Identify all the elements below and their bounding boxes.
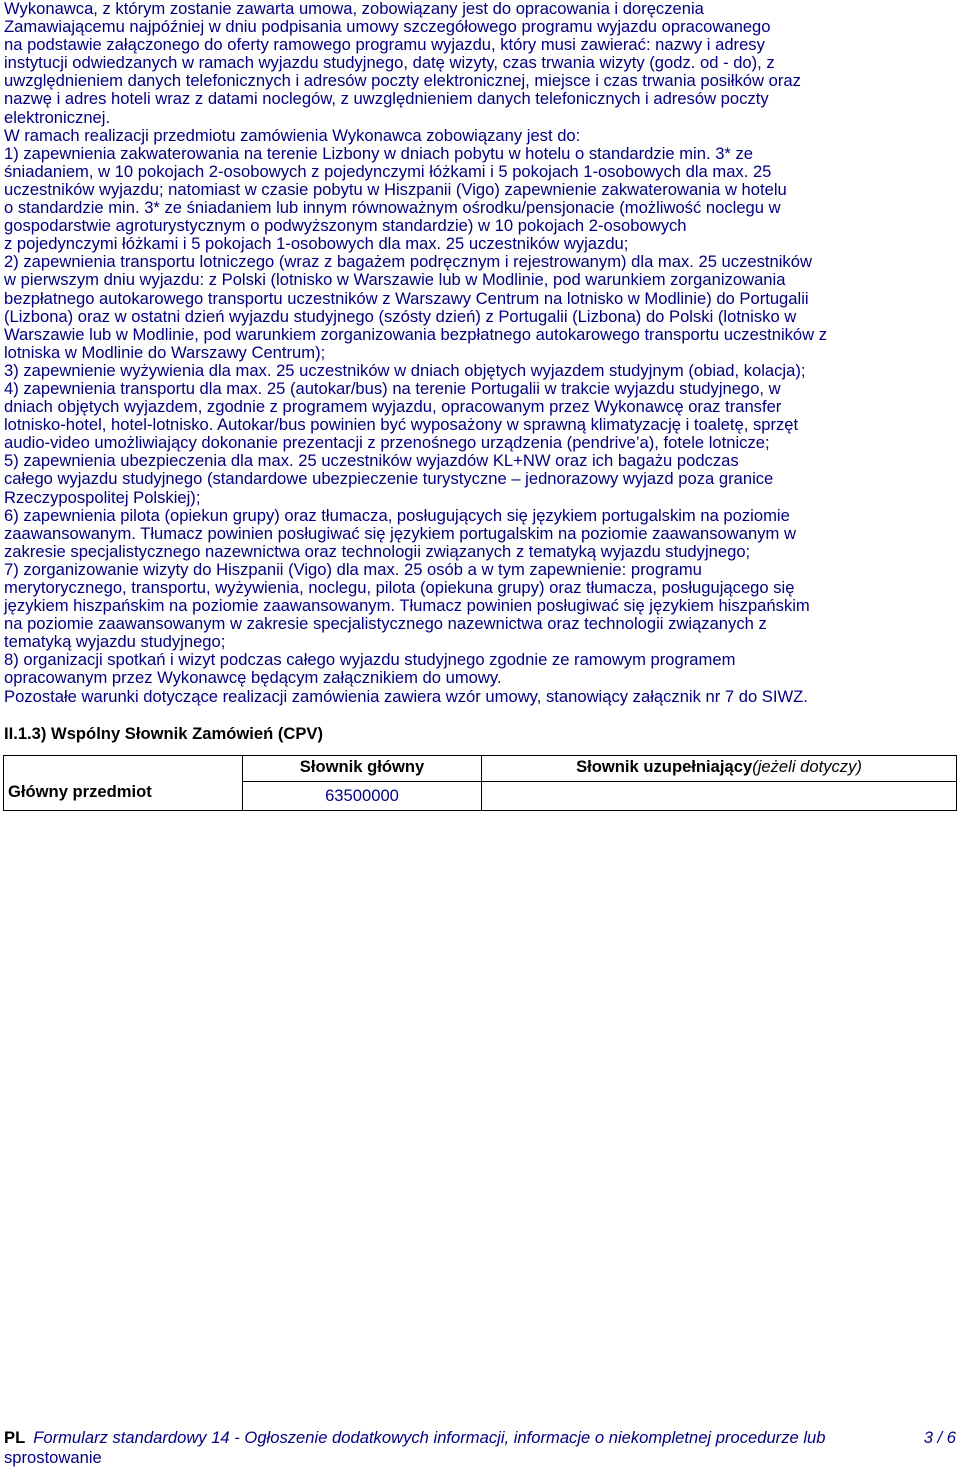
cpv-table — [3, 755, 957, 811]
cpv-supp-header-label: Słownik uzupełniający — [576, 757, 753, 776]
cpv-supp-header — [482, 756, 957, 782]
cpv-header-row — [4, 756, 957, 782]
cpv-main-code: 63500000 — [243, 782, 482, 811]
document-body — [4, 0, 956, 706]
footer-lang: PL — [4, 1428, 26, 1447]
body-paragraph: Wykonawca, z którym zostanie zawarta umowa, zobowiązany jest do opracowania i doręczenia Zamawiającemu najpóźniej w dniu podpisania umowy szczegółowego programu wyjazdu opracowanego na podstawie załączonego do oferty ramowego programu wyjazdu, który musi zawierać: nazwy i adresy instytucji odwiedzanych w ramach wyjazdu studyjnego, datę wizyty, czas trwania wizyty (godz. od - do), z uwzględnieniem danych telefonicznych i adresów poczty elektronicznej, miejsce i czas trwania posiłków oraz nazwę i adres hoteli wraz z datami noclegów, z uwzględnieniem danych telefonicznych i adresów poczty elektronicznej. W ramach realizacji przedmiotu zamówienia Wykonawca zobowiązany jest do: 1) zapewnienia zakwaterowania na terenie Lizbony w dniach pobytu w hotelu o standardzie min. 3* ze śniadaniem, w 10 pokojach 2-osobowych z pojedynczymi łóżkami i 5 pokojach 1-osobowych dla max. 25 uczestników wyjazdu; natomiast w czasie pobytu w Hiszpanii (Vigo) zapewnienie zakwaterowania w hotelu o standardzie min. 3* ze śniadaniem lub innym równoważnym ośrodku/pensjonacie (możliwość noclegu w gospodarstwie agroturystycznym o podwyższonym standardzie) w 10 pokojach 2-osobowych z pojedynczymi łóżkami i 5 pokojach 1-osobowych dla max. 25 uczestników wyjazdu; 2) zapewnienia transportu lotniczego (wraz z bagażem podręcznym i rejestrowanym) dla max. 25 uczestników w pierwszym dniu wyjazdu: z Polski (lotnisko w Warszawie lub w Modlinie, pod warunkiem zorganizowania bezpłatnego autokarowego transportu uczestników z Warszawy Centrum na lotnisko w Modlinie) do Portugalii (Lizbona) oraz w ostatni dzień wyjazdu studyjnego (szósty dzień) z Portugalii (Lizbona) do Polski (lotnisko w Warszawie lub w Modlinie, pod warunkiem zorganizowania bezpłatnego autokarowego transportu uczestników z lotniska w Modlinie do Warszawy Centrum); 3) zapewnienie wyżywienia dla max. 25 uczestników w dniach objętych wyjazdem studyjnym (obiad, kolacja); 4) zapewnienia transportu dla max. 25 (autokar/bus) na terenie Portugalii w trakcie wyjazdu studyjnego, w dniach objętych wyjazdem, zgodnie z programem wyjazdu, opracowanym przez Wykonawcę oraz transfer lotnisko-hotel, hotel-lotnisko. Autokar/bus powinien być wyposażony w sprawną klimatyzację i toaletę, sprzęt audio-video umożliwiający dokonanie prezentacji z przenośnego urządzenia (pendrive’a), fotele lotnicze; 5) zapewnienia ubezpieczenia dla max. 25 uczestników wyjazdów KL+NW oraz ich bagażu podczas całego wyjazdu studyjnego (standardowe ubezpieczenie turystyczne – jednorazowy wyjazd poza granice Rzeczypospolitej Polskiej); 6) zapewnienia pilota (opiekun grupy) oraz tłumacza, posługujących się językiem portugalskim na poziomie zaawansowanym. Tłumacz powinien posługiwać się językiem portugalskim na poziomie zaawansowanym w zakresie specjalistycznego nazewnictwa oraz technologii związanych z tematyką wyjazdu studyjnego; 7) zorganizowanie wizyty do Hiszpanii (Vigo) dla max. 25 osób a w tym zapewnienie: programu merytorycznego, transportu, wyżywienia, noclegu, pilota (opiekuna grupy) oraz tłumacza, posługującego się językiem hiszpańskim na poziomie zaawansowanym. Tłumacz powinien posługiwać się językiem hiszpańskim na poziomie zaawansowanym w zakresie specjalistycznego nazewnictwa oraz technologii związanych z tematyką wyjazdu studyjnego; 8) organizacji spotkań i wizyt podczas całego wyjazdu studyjnego zgodnie ze ramowym programem opracowanym przez Wykonawcę będącym załącznikiem do umowy. Pozostałe warunki dotyczące realizacji zamówienia zawiera wzór umowy, stanowiący załącznik nr 7 do SIWZ. — [4, 0, 828, 706]
cpv-corner-cell — [4, 756, 243, 782]
cpv-main-header-label: Słownik główny — [299, 757, 425, 776]
cpv-main-row — [4, 782, 957, 811]
cpv-supp-code — [482, 782, 957, 811]
cpv-supp-header-note: (jeżeli dotyczy) — [752, 757, 862, 776]
footer-form-name-cont: sprostowanie — [4, 1448, 102, 1467]
page-footer — [4, 1428, 956, 1468]
cpv-row-label: Główny przedmiot — [4, 782, 243, 811]
cpv-main-header — [243, 756, 482, 782]
footer-page-number: 3 / 6 — [923, 1428, 956, 1447]
footer-form-name: Formularz standardowy 14 - Ogłoszenie dodatkowych informacji, informacje o niekompletnej procedurze lub — [33, 1428, 826, 1447]
section-heading-cpv: II.1.3) Wspólny Słownik Zamówień (CPV) — [4, 724, 324, 743]
